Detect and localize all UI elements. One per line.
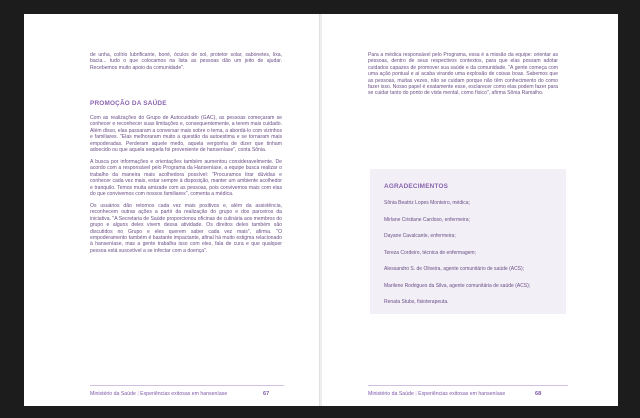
right-paragraph xyxy=(368,52,558,102)
footer-subtitle: Experiências exitosas em hanseníase xyxy=(418,391,506,397)
ack-item: Marilene Rodrigues da Silva, agente comunitária de saúde (ACS); xyxy=(384,282,531,289)
ack-item: Sônia Beatriz Lopes Monteiro, médica; xyxy=(384,200,470,206)
ack-item: Renata Stubs, fisioterapeuta. xyxy=(384,299,449,305)
ack-item: Dayane Cavalcante, enfermeira; xyxy=(384,233,456,239)
ack-heading: AGRADECIMENTOS xyxy=(384,183,449,190)
ack-item: Mirlane Cristiane Cardoso, enfermeira; xyxy=(384,216,470,223)
footer-separator: | xyxy=(137,391,139,397)
paragraph-3: Os usuários dão retornos cada vez mais positivos e, além da assistência, reconhecem outras ações a partir da realização do grupo e dos parceiros da iniciativa. "A Secretaria de Saúde proporcionou oficinas de culinária aos membros do grupo e alguns deles vivem dessa atividade. Os direitos deles também são discutidos no Grupo e eles querem saber cada vez mais", afirma. "O empoderamento também é bastante impactante, afinal há muito estigma relacionado à hanseníase, mas a gente trabalha isso com eles, fala de cura e que qualquer pessoa está suscetível a se infectar com a doença". xyxy=(90,202,282,254)
ack-list xyxy=(384,200,564,316)
section-heading: PROMOÇÃO DA SAÚDE xyxy=(90,100,167,107)
right-paragraph-text: Para a médica responsável pelo Programa, essa é a missão da equipe: orientar as pessoas, dentro de seus respectivos contextos, para que elas possam adotar cuidados capazes de promover sua saúde e da comunidade. "A gente começa com uma ação pontual e aí acaba virando uma explosão de coisas boas. Sabemos que as pessoas, muitas vezes, não se cuidam porque não têm conhecimento do como fazer isso. Nosso papel é exatamente esse, esclarecer como elas podem fazer para se cuidar tanto do ponto de vista mental, como físico", afirma Sônia Ramalho. xyxy=(368,52,558,97)
footer xyxy=(90,391,227,397)
page-number: 67 xyxy=(263,391,270,397)
footer-title: Ministério da Saúde xyxy=(90,391,136,397)
body-paragraphs xyxy=(90,115,282,260)
intro-text: de unha, colírio lubrificante, boné, óculos de sol, protetor solar, sabonetes, lixa, bacia... tudo o que colocamos na lista as pessoas dão um jeito de ajudar. Recebemos muito apoio da comunidade". xyxy=(90,52,282,71)
acknowledgements-box xyxy=(370,169,566,314)
footer-title: Ministério da Saúde xyxy=(368,391,414,397)
paragraph-2: A busca por informações e orientações também aumentou consideravelmente. De acordo com a responsável pelo Programa da Hanseníase, a equipe busca realizar o trabalho da maneira mais acolhedora possível: "Procuramos tirar dúvidas e conhecer cada vez mais, estar sempre à disposição, manter um ambiente acolhedor e tranquilo. Temos muita amizade com as pessoas, pois convivemos mais com elas do que convivemos com nossos familiares", comenta a médica. xyxy=(90,158,282,197)
footer-subtitle: Experiências exitosas em hanseníase xyxy=(140,391,228,397)
footer-rule xyxy=(368,385,568,386)
page-number: 68 xyxy=(535,391,542,397)
ack-item: Tereza Cordeiro, técnica de enfermagem; xyxy=(384,249,476,256)
footer-separator: | xyxy=(415,391,417,397)
paragraph-1: Com as realizações do Grupo de Autocuidado (GAC), as pessoas começaram se conhecer e reconhecer suas limitações e, consequentemente, a terem mais cuidado. Além disso, elas passaram a conversar mais sobre o tema, a abordá-lo com vizinhos e familiares. "Elas melhoraram muito a questão da autoestima e se tornaram mais empoderadas. Perderam aquele medo, aquela vergonha de dizer que tinham adoecido ou que aquela sequela foi proveniente de hanseníase", conta Sônia. xyxy=(90,115,282,154)
intro-paragraph xyxy=(90,52,282,77)
footer-rule xyxy=(90,385,284,386)
ack-item: Alessandro S. de Oliveira, agente comunitário de saúde (ACS); xyxy=(384,266,525,272)
footer xyxy=(368,391,505,397)
left-page xyxy=(24,14,320,406)
right-page xyxy=(322,14,618,406)
